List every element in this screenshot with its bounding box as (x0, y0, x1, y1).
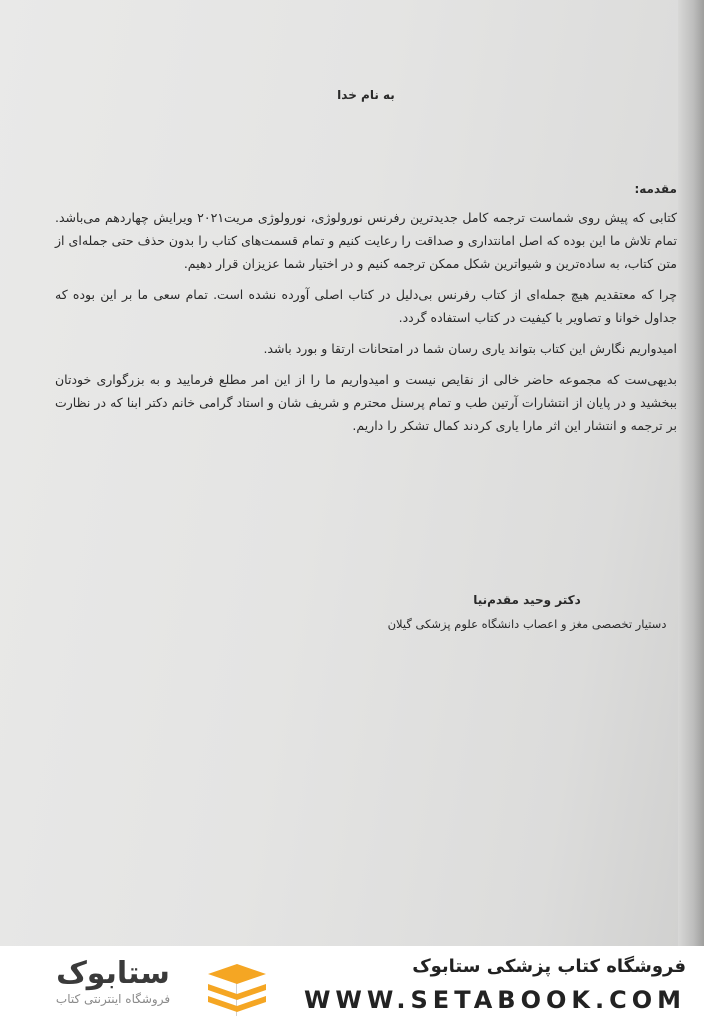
logo-wordmark: ستابوک (56, 956, 170, 991)
paragraph: امیدواریم نگارش این کتاب بتواند یاری رسان شما در امتحانات ارتقا و بورد باشد. (263, 341, 677, 356)
basmala: به نام خدا (337, 88, 395, 102)
store-name: فروشگاه کتاب پزشکی ستابوک (412, 956, 686, 977)
paragraph: بدیهی‌ست که مجموعه حاضر خالی از نقایص نیست و امیدواریم ما را از این امر مطلع فرمایید و به بزرگواری خودتان ببخشید و در پایان از انتشارات آرتین طب و تمام پرسنل محترم و شریف شان و استاد گرامی خانم دکتر ابنا که در نظارت بر ترجمه و انتشار این اثر مارا یاری کردند کمال تشکر را داریم. (55, 372, 677, 433)
paragraph: کتابی که پیش روی شماست ترجمه کامل جدیدترین رفرنس نورولوژی، نورولوژی مریت۲۰۲۱ ویرایش چهاردهم می‌باشد. تمام تلاش ما این بوده که اصل امانتداری و صداقت را رعایت کنیم و تمام قسمت‌های کتاب را بدون حذف حتی جمله‌ای از متن کتاب، به ساده‌ترین و شیواترین شکل ممکن ترجمه کنیم و در اختیار شما عزیزان قرار دهیم. (55, 210, 677, 271)
signature-title: دستیار تخصصی مغز و اعصاب دانشگاه علوم پزشکی گیلان (387, 617, 667, 631)
signature-block (377, 593, 677, 631)
page-text (55, 88, 677, 631)
store-url-link[interactable]: WWW.SETABOOK.COM (303, 986, 686, 1014)
intro-heading: مقدمه: (634, 182, 677, 196)
store-footer (0, 946, 704, 1024)
paragraph: چرا که معتقدیم هیچ جمله‌ای از کتاب رفرنس بی‌دلیل در کتاب اصلی آورده نشده است. تمام سعی ما بر این بوده که جداول خوانا و تصاویر با کیفیت در کتاب استفاده گردد. (55, 287, 677, 325)
book-stack-icon (202, 960, 272, 1016)
signature-name: دکتر وحید مقدم‌نیا (473, 593, 581, 607)
book-page-edge (678, 0, 704, 946)
setabook-logo[interactable] (24, 956, 274, 1016)
logo-subtext: فروشگاه اینترنتی کتاب (55, 992, 171, 1006)
